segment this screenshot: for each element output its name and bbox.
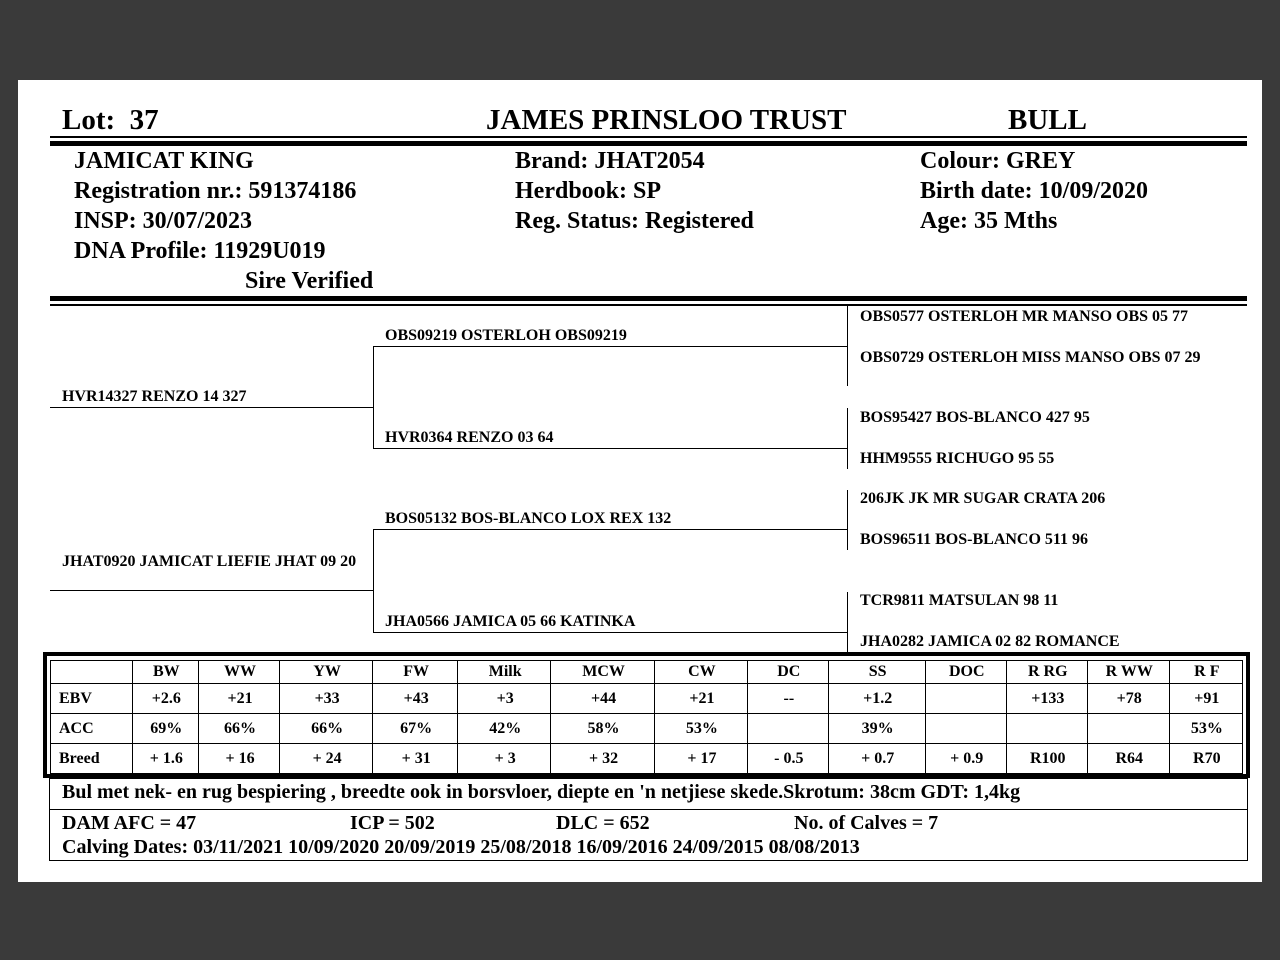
brand: Brand: JHAT2054 — [515, 148, 705, 174]
ebv-header-cell: R WW — [1087, 661, 1169, 684]
ebv-cell: 58% — [551, 714, 654, 744]
sire-sire-line — [373, 346, 847, 347]
ebv-cell: +78 — [1087, 684, 1169, 714]
ebv-header-cell: DC — [748, 661, 829, 684]
ebv-header-cell: SS — [828, 661, 925, 684]
ebv-cell: +43 — [373, 684, 458, 714]
ebv-cell: -- — [748, 684, 829, 714]
ebv-cell: +44 — [551, 684, 654, 714]
ebv-cell — [1087, 714, 1169, 744]
dam-line — [50, 590, 373, 591]
pedigree-ggp-8: JHA0282 JAMICA 02 82 ROMANCE — [860, 633, 1120, 650]
ebv-cell: + 0.7 — [828, 744, 925, 774]
ebv-cell: +3 — [458, 684, 551, 714]
ebv-row-label: ACC — [51, 714, 133, 744]
herdbook: Herdbook: SP — [515, 178, 662, 204]
pedigree-sire-dam: HVR0364 RENZO 03 64 — [385, 429, 554, 446]
pedigree-ggp-2: OBS0729 OSTERLOH MISS MANSO OBS 07 29 — [860, 349, 1201, 366]
ebv-table — [50, 660, 1243, 774]
ebv-cell: + 0.9 — [925, 744, 1006, 774]
ebv-cell: 66% — [199, 714, 280, 744]
ebv-cell: R100 — [1006, 744, 1087, 774]
ggp-bracket-3 — [847, 490, 848, 550]
sire-line — [50, 407, 373, 408]
ebv-cell: +1.2 — [828, 684, 925, 714]
ebv-row — [51, 744, 1243, 774]
ggp-bracket-1 — [847, 306, 848, 386]
sire-dam-line — [373, 448, 847, 449]
ggp-bracket-2 — [847, 408, 848, 469]
ebv-header-cell — [51, 661, 133, 684]
dam-info-box — [49, 809, 1248, 861]
seller-name: JAMES PRINSLOO TRUST — [486, 104, 847, 136]
ebv-header-cell: CW — [654, 661, 747, 684]
ebv-cell: - 0.5 — [748, 744, 829, 774]
ebv-header-cell: YW — [279, 661, 372, 684]
dam-afc: DAM AFC = 47 — [62, 812, 197, 834]
pedigree-sire-sire: OBS09219 OSTERLOH OBS09219 — [385, 327, 627, 344]
ebv-header-cell: BW — [132, 661, 199, 684]
pedigree-dam: JHAT0920 JAMICAT LIEFIE JHAT 09 20 — [62, 553, 357, 570]
ebv-row-label: EBV — [51, 684, 133, 714]
registration-number: Registration nr.: 591374186 — [74, 178, 357, 204]
ebv-cell — [925, 684, 1006, 714]
lot-number: 37 — [129, 104, 159, 136]
age: Age: 35 Mths — [920, 208, 1058, 234]
header-rule-thick — [50, 141, 1247, 146]
ebv-row — [51, 684, 1243, 714]
dna-profile: DNA Profile: 11929U019 — [74, 238, 326, 264]
dam-icp: ICP = 502 — [350, 812, 435, 834]
ebv-cell: +21 — [199, 684, 280, 714]
ebv-cell: + 3 — [458, 744, 551, 774]
calving-dates: Calving Dates: 03/11/2021 10/09/2020 20/09/2019 25/08/2018 16/09/2016 24/09/2015 08/08/2013 — [62, 836, 860, 858]
ebv-cell: 42% — [458, 714, 551, 744]
pedigree-ggp-7: TCR9811 MATSULAN 98 11 — [860, 592, 1059, 609]
lot-label-text: Lot: — [62, 104, 116, 136]
ebv-cell: 39% — [828, 714, 925, 744]
ebv-cell — [925, 714, 1006, 744]
pedigree-ggp-1: OBS0577 OSTERLOH MR MANSO OBS 05 77 — [860, 308, 1189, 325]
colour: Colour: GREY — [920, 148, 1076, 174]
ebv-cell: +33 — [279, 684, 372, 714]
ebv-cell — [748, 714, 829, 744]
dam-sire-line — [373, 529, 847, 530]
ggp-bracket-4 — [847, 592, 848, 652]
pedigree-ggp-6: BOS96511 BOS-BLANCO 511 96 — [860, 531, 1089, 548]
ebv-header-cell: R RG — [1006, 661, 1087, 684]
registration-status: Reg. Status: Registered — [515, 208, 754, 234]
ebv-header-cell: FW — [373, 661, 458, 684]
sire-verified: Sire Verified — [245, 268, 374, 294]
ebv-header-cell: WW — [199, 661, 280, 684]
ebv-cell: 53% — [654, 714, 747, 744]
ebv-cell: + 16 — [199, 744, 280, 774]
ebv-header-cell: R F — [1169, 661, 1242, 684]
ebv-row — [51, 714, 1243, 744]
ebv-cell: + 32 — [551, 744, 654, 774]
details-rule-thin — [50, 304, 1247, 306]
ebv-cell: 66% — [279, 714, 372, 744]
pedigree-dam-sire: BOS05132 BOS-BLANCO LOX REX 132 — [385, 510, 672, 527]
pedigree-sire: HVR14327 RENZO 14 327 — [62, 388, 247, 405]
ebv-cell: +2.6 — [132, 684, 199, 714]
comment-text: Bul met nek- en rug bespiering , breedte ook in borsvloer, diepte en 'n netjiese skede.Skrotum: 38cm GDT: 1,4kg — [62, 781, 1021, 803]
ebv-cell: + 1.6 — [132, 744, 199, 774]
ebv-cell: + 24 — [279, 744, 372, 774]
dam-bracket — [373, 529, 374, 632]
ebv-header-cell: MCW — [551, 661, 654, 684]
dam-dam-line — [373, 632, 847, 633]
ebv-cell: + 17 — [654, 744, 747, 774]
ebv-cell: +91 — [1169, 684, 1242, 714]
comment-box — [49, 778, 1248, 810]
ebv-cell: +21 — [654, 684, 747, 714]
ebv-header-cell: DOC — [925, 661, 1006, 684]
ebv-cell — [1006, 714, 1087, 744]
pedigree-dam-dam: JHA0566 JAMICA 05 66 KATINKA — [385, 613, 636, 630]
catalogue-card — [18, 80, 1262, 882]
sire-bracket — [373, 346, 374, 448]
ebv-row-label: Breed — [51, 744, 133, 774]
ebv-cell: + 31 — [373, 744, 458, 774]
dam-calves: No. of Calves = 7 — [794, 812, 939, 834]
animal-name: JAMICAT KING — [74, 148, 254, 174]
birth-date: Birth date: 10/09/2020 — [920, 178, 1148, 204]
ebv-cell: R64 — [1087, 744, 1169, 774]
ebv-cell: 67% — [373, 714, 458, 744]
lot-label — [62, 104, 159, 137]
ebv-header-row — [51, 661, 1243, 684]
ebv-cell: +133 — [1006, 684, 1087, 714]
header-rule-thin — [50, 136, 1247, 138]
pedigree-ggp-3: BOS95427 BOS-BLANCO 427 95 — [860, 409, 1090, 426]
pedigree-ggp-5: 206JK JK MR SUGAR CRATA 206 — [860, 490, 1106, 507]
ebv-cell: R70 — [1169, 744, 1242, 774]
dam-dlc: DLC = 652 — [556, 812, 650, 834]
sex-label: BULL — [1008, 104, 1087, 136]
inspection-date: INSP: 30/07/2023 — [74, 208, 253, 234]
ebv-cell: 53% — [1169, 714, 1242, 744]
pedigree-ggp-4: HHM9555 RICHUGO 95 55 — [860, 450, 1055, 467]
details-rule-thick — [50, 296, 1247, 301]
ebv-header-cell: Milk — [458, 661, 551, 684]
ebv-cell: 69% — [132, 714, 199, 744]
